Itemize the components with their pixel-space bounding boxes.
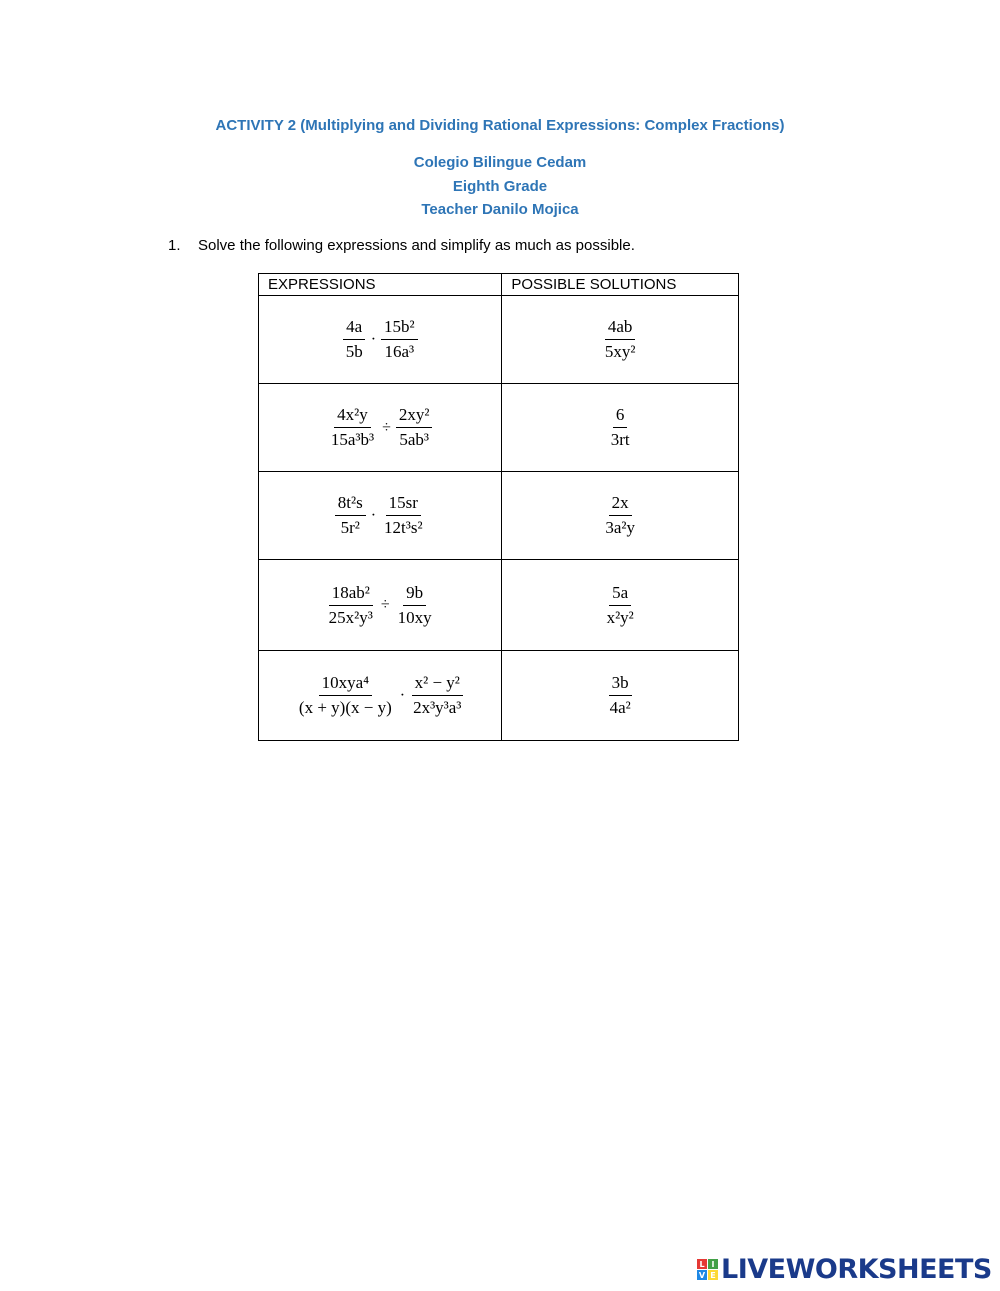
logo-letter-i: I (708, 1259, 718, 1269)
denominator: 15a³b³ (330, 430, 375, 449)
expressions-table (258, 273, 739, 741)
grade-label: Eighth Grade (452, 178, 548, 195)
operator: · (370, 506, 377, 524)
numerator: 5a (609, 583, 631, 606)
operator: · (399, 686, 406, 704)
activity-title: ACTIVITY 2 (Multiplying and Dividing Rational Expressions: Complex Fractions) (215, 117, 785, 134)
fraction (604, 583, 637, 628)
logo-icon (697, 1259, 718, 1280)
expression-cell (259, 651, 502, 741)
header-possible-solutions: POSSIBLE SOLUTIONS (502, 274, 739, 296)
expression-cell (259, 472, 502, 560)
instruction-text: Solve the following expressions and simplify as much as possible. (198, 237, 635, 254)
logo-letter-l: L (697, 1259, 707, 1269)
expression (326, 405, 435, 450)
solution-cell (502, 384, 739, 472)
denominator: 5xy² (604, 342, 636, 361)
denominator: 16a³ (384, 342, 415, 361)
solution-cell (502, 472, 739, 560)
fraction (326, 583, 376, 628)
fraction (602, 493, 638, 538)
teacher-name: Teacher Danilo Mojica (421, 201, 579, 218)
fraction (381, 317, 418, 362)
expression (341, 317, 420, 362)
denominator: 5r² (340, 518, 360, 537)
numerator: 10xya⁴ (319, 673, 372, 696)
table-row (259, 651, 739, 741)
denominator: 4a² (609, 698, 631, 717)
table-row (259, 296, 739, 384)
numerator: 15sr (386, 493, 421, 516)
numerator: 4x²y (334, 405, 371, 428)
operator: · (370, 330, 377, 348)
expression-cell (259, 384, 502, 472)
logo-letter-e: E (708, 1270, 718, 1280)
denominator: 10xy (397, 607, 432, 627)
numerator: 15b² (381, 317, 418, 340)
expression-cell (259, 560, 502, 651)
operator: ÷ (382, 418, 391, 436)
liveworksheets-logo (697, 1254, 992, 1285)
expression (324, 583, 437, 628)
solution-cell (502, 560, 739, 651)
numerator: 3b (609, 673, 632, 696)
expression (294, 673, 467, 718)
fraction (328, 405, 377, 450)
denominator: 25x²y³ (328, 607, 373, 627)
header-expressions: EXPRESSIONS (259, 274, 502, 296)
denominator: x²y² (606, 607, 634, 627)
logo-text: LIVEWORKSHEETS (721, 1254, 992, 1285)
table-row (259, 560, 739, 651)
fraction (602, 317, 639, 362)
denominator: 2x³y³a³ (413, 698, 462, 717)
numerator: 8t²s (335, 493, 366, 516)
fraction (608, 405, 633, 450)
table-row (259, 384, 739, 472)
fraction (607, 673, 634, 718)
solution-cell (502, 651, 739, 741)
denominator: 12t³s² (384, 518, 423, 537)
numerator: 9b (403, 583, 426, 606)
numerator: 4a (343, 317, 365, 340)
denominator: 3a²y (605, 518, 635, 537)
numerator: 2xy² (396, 405, 433, 428)
fraction (343, 317, 366, 362)
numerator: 18ab² (329, 583, 373, 606)
denominator: 5b (345, 342, 363, 361)
fraction (396, 405, 433, 450)
solution (606, 405, 635, 450)
fraction (395, 583, 435, 628)
solution (602, 583, 639, 628)
table-row (259, 472, 739, 560)
school-name: Colegio Bilingue Cedam (413, 154, 587, 171)
denominator: (x + y)(x − y) (298, 698, 392, 717)
instruction (168, 237, 635, 254)
numerator: x² − y² (412, 673, 463, 696)
expression (333, 493, 428, 538)
instruction-number: 1. (168, 237, 181, 254)
fraction (296, 673, 395, 718)
denominator: 3rt (610, 430, 630, 449)
solution (605, 673, 636, 718)
numerator: 4ab (605, 317, 636, 340)
solution (600, 493, 640, 538)
fraction (381, 493, 426, 538)
operator: ÷ (380, 596, 390, 613)
fraction (335, 493, 366, 538)
expression-cell (259, 296, 502, 384)
fraction (410, 673, 464, 718)
solution-cell (502, 296, 739, 384)
logo-letter-v: V (698, 1270, 706, 1280)
numerator: 2x (609, 493, 632, 516)
numerator: 6 (613, 405, 628, 428)
denominator: 5ab³ (399, 430, 429, 449)
solution (600, 317, 641, 362)
